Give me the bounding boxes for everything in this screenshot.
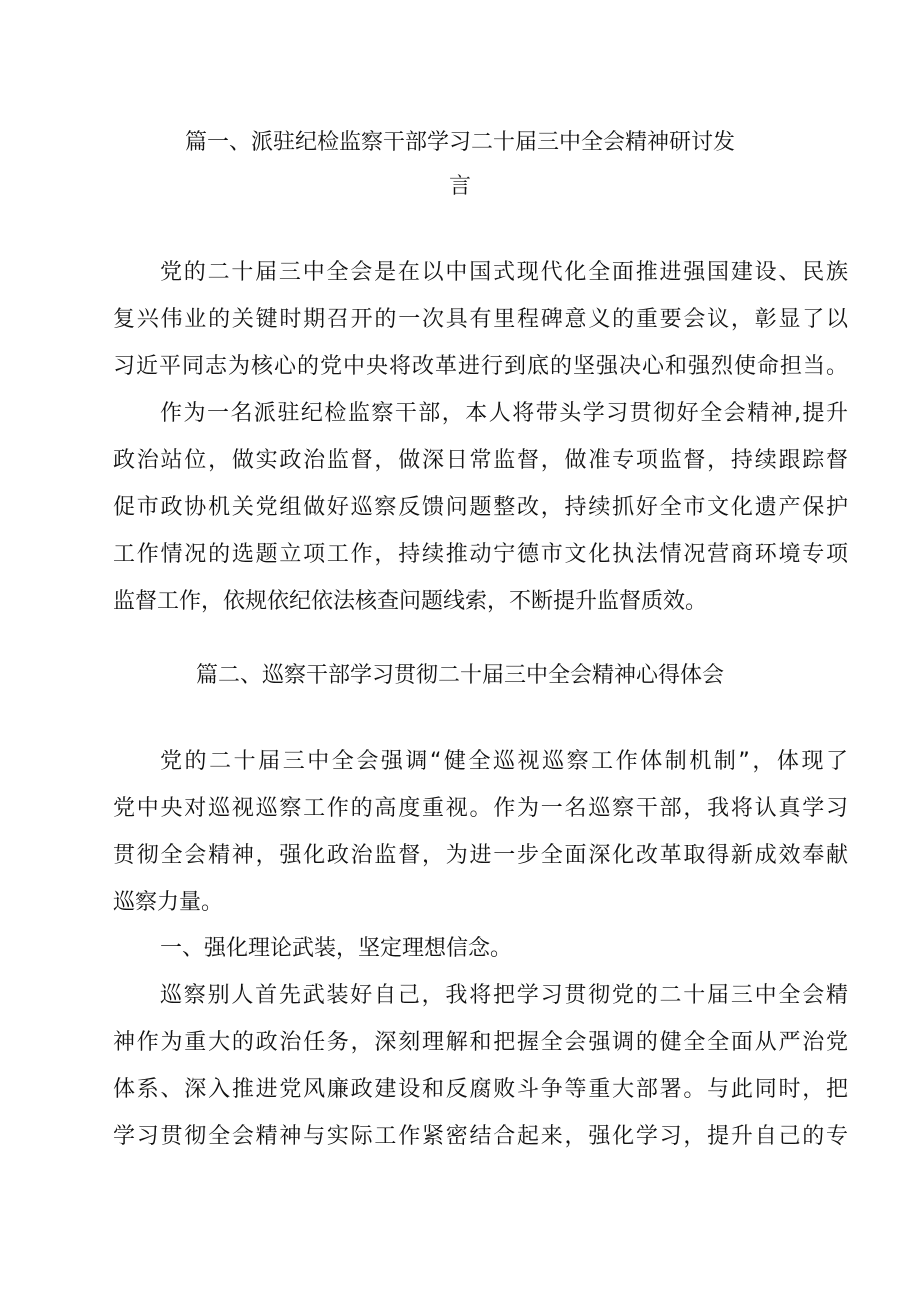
s2-p1-line: 党的二十届三中全会强调“健全巡视巡察工作体制机制”，体现了: [160, 749, 848, 774]
s1-p1-line: 习近平同志为核心的党中央将改革进行到底的坚强决心和强烈使命担当。: [113, 354, 848, 379]
s2-p1-line: 巡察力量。: [113, 890, 224, 915]
s2-p2-line: 巡察别人首先武装好自己，我将把学习贯彻党的二十届三中全会精: [160, 983, 848, 1008]
section1-title-line2: 言: [448, 174, 471, 199]
section2-title: 篇二、巡察干部学习贯彻二十届三中全会精神心得体会: [195, 663, 724, 688]
s1-p1-line: 复兴伟业的关键时期召开的一次具有里程碑意义的重要会议，彰显了以: [113, 307, 848, 332]
s1-p2-line: 监督工作，依规依纪依法核查问题线索，不断提升监督质效。: [113, 589, 708, 614]
s2-p1-line: 贯彻全会精神，强化政治监督，为进一步全面深化改革取得新成效奉献: [113, 843, 848, 868]
s1-p2-line: 政治站位，做实政治监督，做深日常监督，做准专项监督，持续跟踪督: [113, 448, 848, 473]
s2-p2-line: 神作为重大的政治任务，深刻理解和把握全会强调的健全全面从严治党: [113, 1030, 848, 1055]
s2-heading-1: 一、强化理论武装，坚定理想信念。: [160, 936, 513, 961]
s2-p1-line: 党中央对巡视巡察工作的高度重视。作为一名巡察干部，我将认真学习: [113, 796, 848, 821]
section1-title-line1: 篇一、派驻纪检监察干部学习二十届三中全会精神研讨发: [184, 130, 735, 155]
s1-p2-line: 促市政协机关党组做好巡察反馈问题整改，持续抓好全市文化遗产保护: [113, 495, 848, 520]
s2-p2-line: 体系、深入推进党风廉政建设和反腐败斗争等重大部署。与此同时，把: [113, 1077, 848, 1102]
s2-p2-line: 学习贯彻全会精神与实际工作紧密结合起来，强化学习，提升自己的专: [113, 1124, 848, 1149]
s1-p1-line: 党的二十届三中全会是在以中国式现代化全面推进强国建设、民族: [160, 260, 848, 285]
s1-p2-line: 作为一名派驻纪检监察干部，本人将带头学习贯彻好全会精神,提升: [160, 401, 848, 426]
s1-p2-line: 工作情况的选题立项工作，持续推动宁德市文化执法情况营商环境专项: [113, 542, 848, 567]
